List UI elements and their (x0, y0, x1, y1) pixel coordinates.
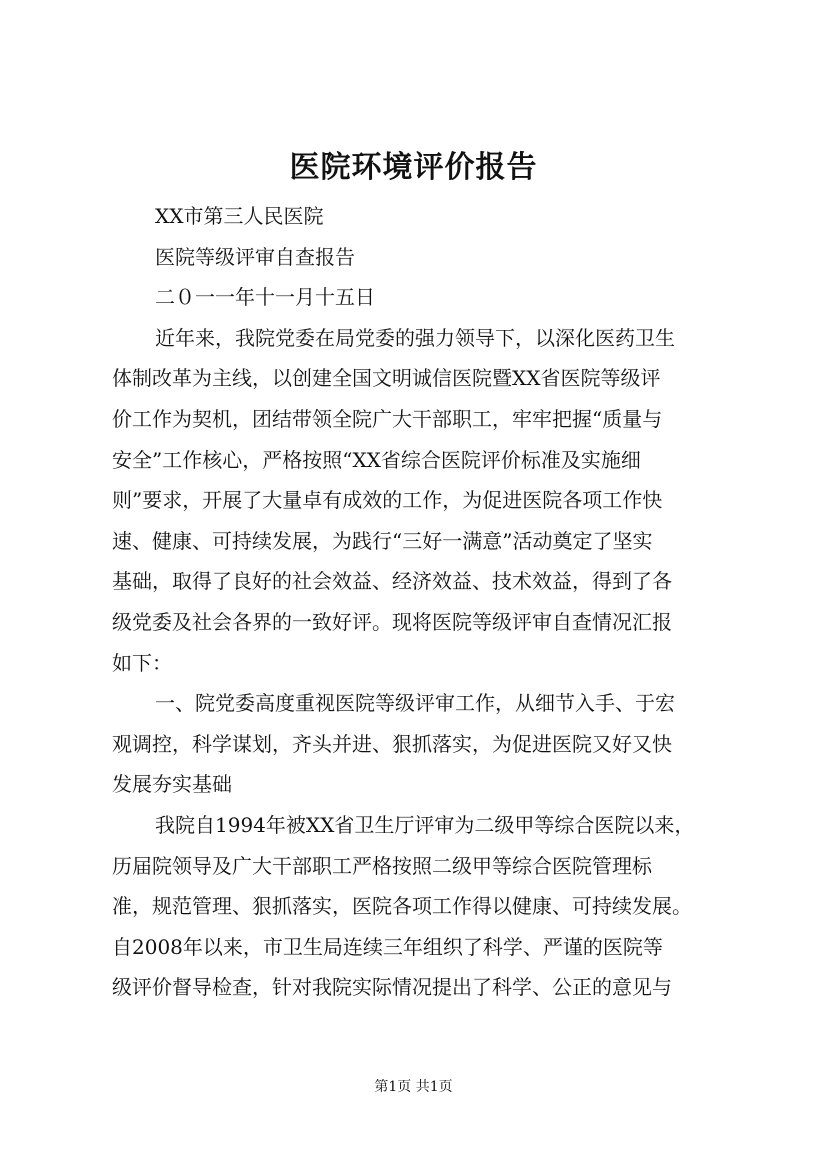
paragraph-line: 准，规范管理、狠抓落实，医院各项工作得以健康、可持续发展。 (112, 894, 692, 919)
section-heading-line: 发展夯实基础 (112, 772, 232, 797)
report-name-line: 医院等级评审自查报告 (155, 244, 355, 269)
hospital-name-line: XX市第三人民医院 (155, 204, 324, 228)
paragraph-line: 价工作为契机，团结带领全院广大干部职工，牢牢把握“质量与 (112, 406, 663, 431)
document-title: 医院环境评价报告 (289, 150, 538, 185)
paragraph-line: 则”要求，开展了大量卓有成效的工作，为促进医院各项工作快 (112, 488, 663, 513)
paragraph-line: 我院自1994年被XX省卫生厅评审为二级甲等综合医院以来， (155, 812, 695, 837)
paragraph-line: 安全”工作核心，严格按照“XX省综合医院评价标准及实施细 (112, 447, 641, 472)
report-date-line: 二０一一年十一月十五日 (155, 285, 375, 310)
paragraph-line: 级评价督导检查，针对我院实际情况提出了科学、公正的意见与 (112, 975, 672, 1000)
paragraph-line: 体制改革为主线，以创建全国文明诚信医院暨XX省医院等级评 (112, 366, 661, 391)
paragraph-line: 近年来，我院党委在局党委的强力领导下，以深化医药卫生 (155, 325, 675, 350)
section-heading-line: 一、院党委高度重视医院等级评审工作，从细节入手、于宏 (155, 691, 675, 716)
section-heading-line: 观调控，科学谋划，齐头并进、狠抓落实，为促进医院又好又快 (112, 731, 672, 756)
paragraph-line: 基础，取得了良好的社会效益、经济效益、技术效益，得到了各 (112, 569, 672, 594)
paragraph-line: 如下： (112, 650, 172, 675)
paragraph-line: 速、健康、可持续发展，为践行“三好一满意”活动奠定了坚实 (112, 528, 653, 553)
paragraph-line: 历届院领导及广大干部职工严格按照二级甲等综合医院管理标 (112, 853, 652, 878)
paragraph-line: 级党委及社会各界的一致好评。现将医院等级评审自查情况汇报 (112, 609, 672, 634)
page-footer: 第1页 共1页 (374, 1079, 453, 1095)
document-body (112, 196, 724, 1008)
paragraph-line: 自2008年以来，市卫生局连续三年组织了科学、严谨的医院等 (112, 934, 663, 959)
